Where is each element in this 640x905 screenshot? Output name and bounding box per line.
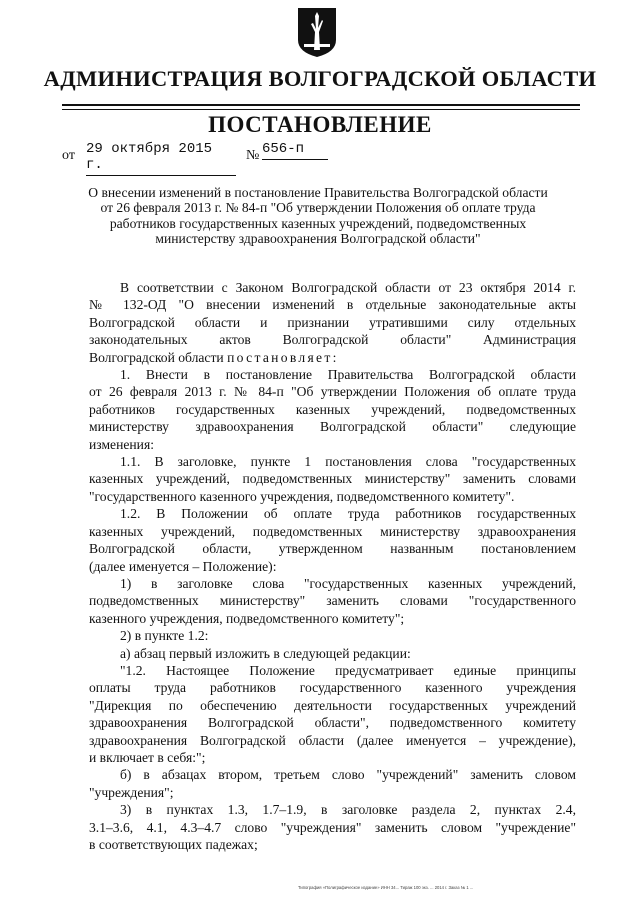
body-line: изменения: (89, 436, 154, 452)
body-line: здравоохранения Волгоградской области (далее именуется – учреждение), (89, 732, 576, 748)
subject-line: от 26 февраля 2013 г. № 84-п "Об утверждении Положения об оплате труда (100, 200, 536, 216)
body-line: Волгоградской области, утвержденном названным постановлением (89, 541, 576, 557)
document-subject (62, 185, 574, 247)
body-line (89, 349, 576, 366)
document-type-title: ПОСТАНОВЛЕНИЕ (208, 112, 432, 137)
document-body (89, 279, 576, 853)
body-line: работников государственных казенных учреждений, подведомственных (89, 401, 576, 417)
header-divider-thick (62, 104, 580, 106)
body-line: 2) в пункте 1.2: (120, 628, 209, 644)
subject-line: работников государственных казенных учреждений, подведомственных (109, 215, 527, 231)
date-number-row (62, 140, 462, 173)
body-line: законодательных актов Волгоградской области" Администрация (89, 332, 576, 348)
body-line: казенных учреждений, подведомственных министерству здравоохранения (89, 523, 576, 539)
header-divider-thin (62, 109, 580, 110)
body-line: а) абзац первый изложить в следующей редакции: (120, 645, 411, 661)
body-line: 3) в пунктах 1.3, 1.7–1.9, в заголовке раздела 2, пунктах 2.4, (120, 802, 576, 818)
organization-title: АДМИНИСТРАЦИЯ ВОЛГОГРАДСКОЙ ОБЛАСТИ (43, 66, 597, 91)
coat-of-arms-emblem (296, 6, 338, 58)
body-line: "государственного казенного учреждения, подведомственного комитету". (89, 488, 515, 504)
body-line: от 26 февраля 2013 г. № 84-п "Об утверждении Положения об оплате труда (89, 384, 576, 400)
body-line: В соответствии с Законом Волгоградской области от 23 октября 2014 г. (120, 280, 576, 295)
body-line: оплаты труда работников государственного казенного учреждения (89, 680, 576, 696)
body-line: "учреждения"; (89, 784, 174, 800)
body-line: в соответствующих падежах; (89, 837, 258, 852)
body-line: № 132-ОД "О внесении изменений в отдельные законодательные акты (89, 297, 576, 313)
body-line: казенных учреждений, подведомственных министерству" заменить словами (89, 471, 576, 487)
body-line: министерству здравоохранения Волгоградской области" следующие (89, 419, 576, 435)
resolves-word: постановляет: (227, 349, 339, 365)
document-number: 656-п (262, 141, 328, 160)
number-prefix: № (246, 148, 260, 163)
body-line: "1.2. Настоящее Положение предусматривает единые принципы (120, 662, 576, 678)
date-prefix: от (62, 148, 75, 163)
body-line: подведомственных министерству" заменить словами "государственного (89, 593, 576, 609)
subject-line: министерству здравоохранения Волгоградской области" (155, 231, 481, 247)
body-line: здравоохранения Волгоградской области", подведомственного комитету (89, 715, 576, 731)
preamble-end: Волгоградской области (89, 349, 224, 365)
body-line: б) в абзацах втором, третьем слово "учреждений" заменить словом (120, 767, 576, 783)
body-line: Волгоградской области и признании утратившими силу отдельных (89, 314, 576, 330)
body-line: 1) в заголовке слова "государственных казенных учреждений, (120, 575, 576, 591)
body-line: 1.1. В заголовке, пункте 1 постановления слова "государственных (120, 454, 576, 470)
body-line: 1.2. В Положении об оплате труда работников государственных (120, 506, 576, 522)
subject-line: О внесении изменений в постановление Правительства Волгоградской области (88, 185, 548, 200)
body-line: 3.1–3.6, 4.1, 4.3–4.7 слово "учреждения" заменить словом "учреждение" (89, 819, 576, 835)
print-imprint: Типография «Полиграфическое издание» ИНН 34... Тираж 100 экз. ... 2014 г. Заказ № 1 ... (298, 885, 474, 890)
document-date: 29 октября 2015 г. (86, 141, 236, 176)
body-line: и включает в себя:"; (89, 749, 206, 765)
body-line: 1. Внести в постановление Правительства Волгоградской области (120, 367, 576, 383)
body-line: (далее именуется – Положение): (89, 558, 277, 574)
body-line: казенного учреждения, подведомственного комитету"; (89, 610, 405, 626)
body-line: "Дирекция по обеспечению деятельности государственных учреждений (89, 697, 576, 713)
